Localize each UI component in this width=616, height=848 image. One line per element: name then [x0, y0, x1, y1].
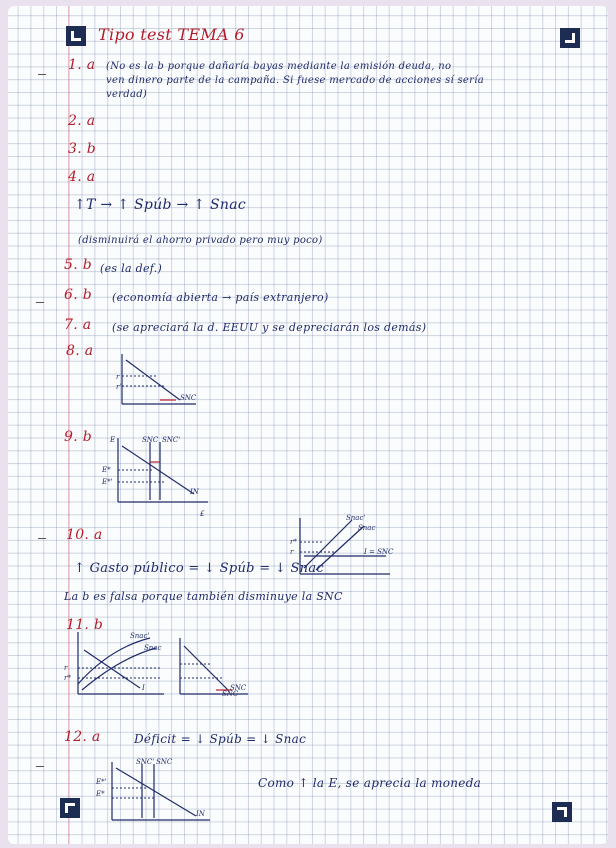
graph-q10 — [290, 514, 400, 584]
axis-label: r — [64, 664, 68, 672]
question-number: 1. a — [68, 57, 96, 73]
corner-mark-icon — [60, 798, 80, 818]
graph-q11a — [60, 628, 170, 700]
axis-label: E*' — [96, 778, 107, 786]
question-number: 6. b — [64, 287, 92, 303]
formula: Déficit = ↓ Spúb = ↓ Snac — [134, 732, 307, 746]
answer-note: (se apreciará la d. EEUU y se depreciarán los demás) — [112, 321, 427, 334]
curve-label: Snac — [358, 524, 376, 532]
curve-label: Snac' — [130, 632, 150, 640]
answer-note: (economía abierta → país extranjero) — [112, 291, 329, 304]
corner-mark-icon — [66, 26, 86, 46]
axis-label: E — [110, 436, 116, 444]
formula: ↑ Gasto público = ↓ Spúb = ↓ Snac — [74, 561, 324, 576]
question-number: 4. a — [68, 169, 96, 185]
axis-label: £ — [200, 510, 205, 518]
question-number: 10. a — [66, 527, 103, 543]
curve-label: SNC' — [136, 758, 155, 766]
axis-label: E* — [102, 466, 111, 474]
curve-label: I = SNC — [364, 548, 394, 556]
answer-note: La b es falsa porque también disminuye la SNC — [64, 590, 343, 603]
answer-note: Como ↑ la E, se aprecia la moneda — [258, 776, 482, 790]
curve-label: SNC' — [162, 436, 181, 444]
curve-label: SNC — [142, 436, 159, 444]
axis-label: r — [290, 548, 294, 556]
notebook-page — [8, 6, 608, 844]
question-number: 9. b — [64, 429, 92, 445]
curve-label: Snac — [144, 644, 162, 652]
graph-q12 — [96, 758, 216, 834]
margin-dash — [36, 766, 44, 767]
curve-label: SNC — [230, 684, 247, 692]
axis-label: r' — [116, 383, 122, 391]
axis-label: E*' — [102, 478, 113, 486]
axis-label: E* — [96, 790, 105, 798]
answer-note: (disminuirá el ahorro privado pero muy poco) — [78, 235, 323, 246]
margin-dash — [38, 538, 46, 539]
answer-note: (es la def.) — [100, 262, 163, 275]
margin-line — [68, 6, 69, 844]
curve-label: IN — [190, 488, 199, 496]
formula: ↑T → ↑ Spúb → ↑ Snac — [74, 197, 247, 213]
axis-label: r* — [290, 538, 297, 546]
question-number: 2. a — [68, 113, 96, 129]
curve-label: SNC — [156, 758, 173, 766]
page-title: Tipo test TEMA 6 — [98, 25, 245, 44]
corner-mark-icon — [560, 28, 580, 48]
corner-mark-icon — [552, 802, 572, 822]
curve-label: IN — [196, 810, 205, 818]
question-number: 12. a — [64, 729, 101, 745]
graph-q11b — [172, 634, 252, 700]
axis-label: r* — [64, 674, 71, 682]
question-number: 11. b — [66, 617, 104, 633]
curve-label: SNC — [180, 394, 197, 402]
margin-dash — [38, 74, 46, 75]
axis-label: r — [116, 373, 120, 381]
answer-line: ven dinero parte de la campaña. Si fuese mercado de acciones sí sería — [106, 75, 484, 86]
question-number: 3. b — [68, 141, 96, 157]
question-number: 8. a — [66, 343, 94, 359]
graph-q9 — [98, 432, 218, 522]
margin-dash — [36, 302, 44, 303]
curve-label: Snac' — [346, 514, 366, 522]
answer-line: (No es la b porque dañaría bayas mediante la emisión deuda, no — [106, 61, 452, 72]
question-number: 7. a — [64, 317, 92, 333]
answer-line: verdad) — [106, 89, 148, 100]
graph-q8 — [116, 354, 206, 414]
question-number: 5. b — [64, 257, 92, 273]
curve-label: I — [142, 684, 145, 692]
curve-label: SNC — [222, 690, 239, 698]
